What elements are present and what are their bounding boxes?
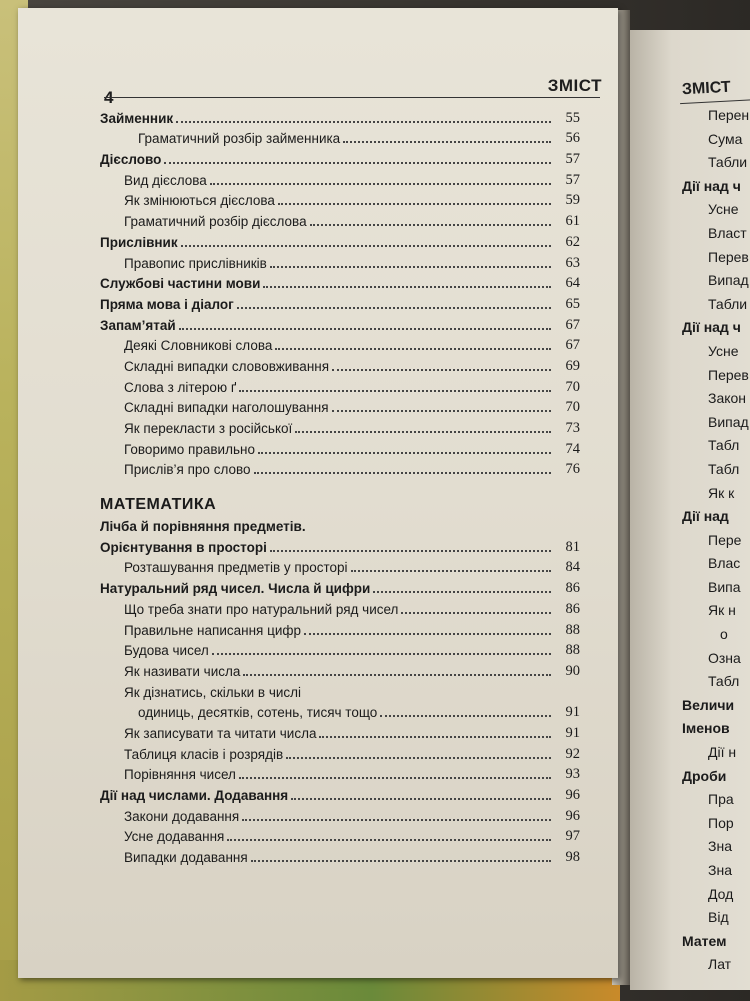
right-page xyxy=(630,30,750,990)
right-toc-entry: Матем xyxy=(682,932,727,949)
dot-leader xyxy=(351,570,551,572)
right-toc-entry: Табл xyxy=(708,673,740,690)
toc-entry-page: 88 xyxy=(565,642,580,659)
toc-entry-title: Запам’ятай xyxy=(100,317,176,333)
right-toc-entry: Дії н xyxy=(708,744,737,761)
right-toc-entry: Пра xyxy=(708,791,734,808)
right-toc-entry: Дод xyxy=(708,885,734,902)
dot-leader xyxy=(263,286,551,288)
toc-entry xyxy=(100,168,580,189)
toc-entry-title: Лічба й порівняння предметів. xyxy=(100,519,306,535)
toc-entry-page: 63 xyxy=(565,254,580,271)
toc-entry xyxy=(100,334,580,355)
toc-entry-title: Говоримо правильно xyxy=(124,441,255,457)
toc-entry-page: 67 xyxy=(565,337,580,354)
toc-entry-title: Слова з літерою ґ xyxy=(124,379,237,395)
toc-entry-page: 96 xyxy=(565,787,580,803)
right-toc-entry: Дії над ч xyxy=(682,177,741,194)
right-page-header-title: ЗМІСТ xyxy=(681,78,732,99)
right-toc-entry: Як к xyxy=(708,484,735,501)
toc-entry-page: 98 xyxy=(565,849,580,866)
dot-leader xyxy=(176,121,551,123)
right-toc-entry: Усне xyxy=(708,342,739,359)
dot-leader xyxy=(291,798,551,800)
right-toc-entry: о xyxy=(720,626,728,643)
toc-entry xyxy=(100,763,580,784)
dot-leader xyxy=(237,307,551,309)
toc-entry-page: 92 xyxy=(565,745,580,762)
dot-leader xyxy=(373,591,551,593)
toc-entry-title: Займенник xyxy=(100,110,174,126)
table-of-contents xyxy=(100,106,580,866)
toc-entry xyxy=(100,742,580,763)
right-toc-entry: Зна xyxy=(708,862,732,878)
right-toc-entry: Власт xyxy=(708,224,747,241)
toc-entry-title: Пряма мова і діалог xyxy=(100,296,234,312)
right-toc-entry: Перен xyxy=(708,107,750,123)
toc-entry xyxy=(100,701,580,722)
section-title-math: МАТЕМАТИКА xyxy=(100,496,217,514)
toc-entry-page: 69 xyxy=(565,357,580,374)
toc-entry-title: Як змінюються дієслова xyxy=(124,193,275,209)
page-number: 4 xyxy=(104,88,114,107)
toc-entry-page: 65 xyxy=(565,295,580,312)
toc-entry-title: Орієнтування в просторі xyxy=(100,539,267,555)
dot-leader xyxy=(270,266,551,268)
toc-entry-page: 64 xyxy=(565,275,580,292)
right-toc-entry: Перев xyxy=(708,248,749,265)
dot-leader xyxy=(278,203,551,205)
toc-entry-page: 70 xyxy=(565,378,580,395)
right-toc-entry: Дії над ч xyxy=(682,319,741,336)
right-toc-entry: Усне xyxy=(708,201,739,218)
dot-leader xyxy=(310,224,551,226)
toc-entry xyxy=(100,659,580,680)
toc-entry-title: Як записувати та читати числа xyxy=(124,725,317,741)
dot-leader xyxy=(164,162,551,164)
dot-leader xyxy=(179,328,551,330)
toc-entry-page: 90 xyxy=(565,662,580,679)
toc-entry-page: 55 xyxy=(565,109,580,126)
toc-entry-page: 97 xyxy=(565,828,580,845)
dot-leader xyxy=(254,472,551,474)
toc-entry-page: 56 xyxy=(565,130,580,147)
dot-leader xyxy=(275,348,551,350)
toc-language-section xyxy=(100,106,580,478)
right-toc-entry: Закон xyxy=(708,390,747,407)
toc-entry-title: Дієслово xyxy=(100,152,162,168)
toc-entry xyxy=(100,230,580,251)
toc-entry xyxy=(100,375,580,396)
right-toc-entry: Пор xyxy=(708,814,734,831)
dot-leader xyxy=(319,736,551,738)
toc-entry xyxy=(100,680,580,701)
toc-entry-title: Правопис прислівників xyxy=(124,255,267,271)
right-toc-entry: Випад xyxy=(708,272,749,289)
toc-entry-title: Прислівник xyxy=(100,234,178,250)
toc-entry xyxy=(100,514,580,535)
dot-leader xyxy=(212,653,551,655)
toc-entry-page: 59 xyxy=(565,192,580,209)
right-toc-entry: Озна xyxy=(708,649,741,666)
toc-entry-page: 57 xyxy=(565,151,580,168)
dot-leader xyxy=(210,183,551,185)
right-toc-entry: Табл xyxy=(708,460,740,477)
dot-leader xyxy=(251,860,551,862)
toc-entry-page: 62 xyxy=(565,233,580,250)
toc-entry-page: 88 xyxy=(565,621,580,638)
toc-entry-title: одиниць, десятків, сотень, тисяч тощо xyxy=(138,705,378,721)
toc-entry xyxy=(100,721,580,742)
right-toc-entry: Як н xyxy=(708,602,736,619)
toc-entry-title: Дії над числами. Додавання xyxy=(100,788,289,803)
toc-entry xyxy=(100,106,580,127)
toc-entry xyxy=(100,189,580,210)
dot-leader xyxy=(227,839,551,841)
toc-entry xyxy=(100,396,580,417)
toc-entry xyxy=(100,825,580,846)
toc-entry xyxy=(100,272,580,293)
toc-entry-title: Прислів’я про слово xyxy=(124,462,251,478)
toc-entry-page: 86 xyxy=(565,580,580,597)
toc-entry-page: 91 xyxy=(565,724,580,741)
dot-leader xyxy=(181,245,551,247)
dot-leader xyxy=(401,612,551,614)
toc-entry-title: Що треба знати про натуральний ряд чисел xyxy=(124,601,399,617)
toc-entry xyxy=(100,251,580,272)
dot-leader xyxy=(239,390,551,392)
toc-entry-page: 96 xyxy=(565,807,580,824)
toc-entry-title: Граматичний розбір дієслова xyxy=(124,214,307,230)
toc-entry-page: 93 xyxy=(565,766,580,783)
right-toc-entry: Пере xyxy=(708,531,742,548)
toc-entry xyxy=(100,416,580,437)
toc-entry-title: Як перекласти з російської xyxy=(124,421,293,436)
toc-entry xyxy=(100,209,580,230)
toc-entry xyxy=(100,147,580,168)
dot-leader xyxy=(258,452,551,454)
toc-entry-title: Правильне написання цифр xyxy=(124,622,301,638)
toc-math-section xyxy=(100,514,580,866)
toc-entry xyxy=(100,458,580,479)
toc-entry-page: 91 xyxy=(565,704,580,721)
toc-entry-title: Складні випадки наголошування xyxy=(124,400,329,416)
toc-entry-title: Деякі Словникові слова xyxy=(124,338,273,354)
toc-entry xyxy=(100,556,580,577)
dot-leader xyxy=(239,777,551,779)
toc-entry xyxy=(100,783,580,804)
right-toc-entry: Випад xyxy=(708,413,749,430)
toc-entry xyxy=(100,576,580,597)
toc-entry xyxy=(100,639,580,660)
right-toc-entry: Табл xyxy=(708,437,740,454)
toc-entry xyxy=(100,292,580,313)
dot-leader xyxy=(304,633,551,635)
toc-entry xyxy=(100,845,580,866)
toc-entry xyxy=(100,535,580,556)
toc-entry-title: Як дізнатись, скільки в числі xyxy=(124,684,302,700)
toc-entry xyxy=(100,597,580,618)
right-toc-entry: Зна xyxy=(708,838,732,855)
dot-leader xyxy=(270,550,551,552)
toc-entry xyxy=(100,354,580,375)
right-toc-entry: Влас xyxy=(708,555,741,572)
toc-entry-title: Випадки додавання xyxy=(124,850,248,866)
toc-entry-page: 61 xyxy=(565,213,580,230)
toc-entry-title: Таблиця класів і розрядів xyxy=(124,746,284,762)
right-toc-entry: Перев xyxy=(708,366,749,383)
toc-entry-page: 73 xyxy=(565,420,580,436)
right-toc-entry: Величи xyxy=(682,696,735,713)
toc-entry-title: Натуральний ряд чисел. Числа й цифри xyxy=(100,581,371,597)
right-toc-entry: Дроби xyxy=(682,767,727,784)
right-page-toc xyxy=(682,104,750,977)
dot-leader xyxy=(295,431,551,433)
toc-entry xyxy=(100,804,580,825)
dot-leader xyxy=(243,674,551,676)
toc-entry-title: Усне додавання xyxy=(124,829,225,845)
toc-entry xyxy=(100,437,580,458)
toc-entry-title: Службові частини мови xyxy=(100,276,261,292)
toc-entry-title: Вид дієслова xyxy=(124,172,207,188)
toc-entry-page: 57 xyxy=(565,171,580,188)
right-toc-entry: Випа xyxy=(708,578,741,595)
toc-entry-page: 70 xyxy=(565,399,580,416)
toc-entry-page: 74 xyxy=(565,440,580,457)
right-toc-entry: Іменов xyxy=(682,720,730,737)
toc-entry-title: Граматичний розбір займенника xyxy=(138,131,341,147)
dot-leader xyxy=(332,410,551,412)
right-toc-entry: Лат xyxy=(708,956,732,973)
toc-entry-page: 76 xyxy=(565,461,580,478)
dot-leader xyxy=(332,369,551,371)
right-toc-entry: Від xyxy=(708,909,729,926)
toc-entry-page: 81 xyxy=(565,538,580,555)
right-toc-entry: Дії над xyxy=(682,508,729,525)
dot-leader xyxy=(343,141,551,143)
right-toc-entry: Табли xyxy=(708,295,748,312)
dot-leader xyxy=(380,715,551,717)
right-toc-entry: Сума xyxy=(708,130,743,147)
toc-entry xyxy=(100,127,580,148)
toc-entry-title: Розташування предметів у просторі xyxy=(124,560,348,576)
toc-entry-title: Закони додавання xyxy=(124,808,240,824)
toc-entry-title: Порівняння чисел xyxy=(124,767,236,783)
dot-leader xyxy=(242,819,551,821)
toc-entry-page: 84 xyxy=(565,559,580,576)
dot-leader xyxy=(286,757,551,759)
right-toc-entry: Табли xyxy=(708,154,748,171)
toc-entry-title: Будова чисел xyxy=(124,643,209,659)
toc-entry xyxy=(100,618,580,639)
toc-entry-page: 86 xyxy=(565,600,580,617)
page-header-title: ЗМІСТ xyxy=(547,76,602,95)
header-rule xyxy=(104,97,600,98)
toc-entry-title: Як називати числа xyxy=(124,663,241,679)
toc-entry-title: Складні випадки слововживання xyxy=(124,358,330,374)
toc-entry xyxy=(100,313,580,334)
toc-entry-page: 67 xyxy=(565,316,580,333)
